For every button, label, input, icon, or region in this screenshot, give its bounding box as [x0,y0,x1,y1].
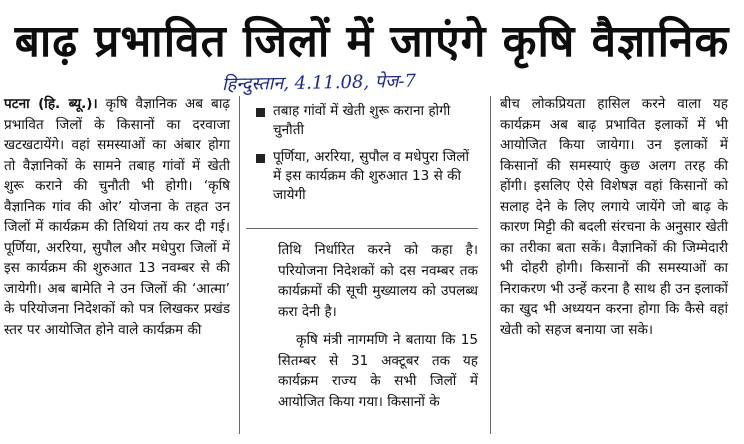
article-column-3 [500,94,728,434]
article-column-2 [278,240,478,430]
headline: बाढ़ प्रभावित जिलों में जाएंगे कृषि वैज्ञानिक [14,16,730,67]
highlight-item [248,148,476,205]
column-1-text: कृषि वैज्ञानिक अब बाढ़ प्रभावित जिलों के किसानों का दरवाजा खटखटायेंगे। वहां समस्याओं का अंबार होगा तो वैज्ञानिकों के सामने तबाह गांवों में खेती शुरू कराने की चुनौती भी होगी। ‘कृषि वैज्ञानिक गांव की ओर’ योजना के तहत उन जिलों में कार्यक्रम की तिथियां तय कर दी गई। पूर्णिया, अररिया, सुपौल और मधेपुरा जिलों में इस कार्यक्रम की शुरुआत 13 नवम्बर से की जायेगी। अब बामेति ने उन जिलों की ‘आत्मा’ के परियोजना निदेशकों को पत्र लिखकर प्रखंड स्तर पर आयोजित होने वाले कार्यक्रम की [4,96,230,338]
highlight-text: तबाह गांवों में खेती शुरू कराना होगी चुनौती [273,103,451,138]
handwritten-date-note: हिन्दुस्तान, 4.11.08, पेज-7 [221,70,417,96]
highlight-item [248,102,476,140]
column-2-paragraph-2: कृषि मंत्री नागमणि ने बताया कि 15 सितम्बर से 31 अक्टूबर तक यह कार्यक्रम राज्य के सभी जिलों में आयोजित किया गया। किसानों के [278,332,478,410]
highlights-bottom-rule [246,228,478,229]
bullet-square-icon [256,154,265,163]
bullet-square-icon [256,108,265,117]
dateline: पटना (हि. ब्यू.)। [4,96,98,112]
column-divider [490,96,491,434]
article-column-1 [4,94,230,434]
highlights-box [248,102,476,224]
column-3-text: बीच लोकप्रियता हासिल करने वाला यह कार्यक्रम अब बाढ़ प्रभावित इलाकों में भी आयोजित किया जायेगा। उन इलाकों में किसानों की समस्याएं कुछ अलग तरह की होंगी। इसलिए ऐसे विशेषज्ञ वहां किसानों को सलाह देने के लिए लगाये जायेंगे जो बाढ़ के कारण मिट्टी की बदली संरचना के अनुसार खेती का तरीका बता सकें। वैज्ञानिकों की जिम्मेदारी भी दोहरी होगी। किसानों की समस्याओं का निराकरण भी उन्हें करना है साथ ही उन इलाकों का खुद भी अध्ययन करना होगा कि कैसे वहां खेती को सहज बनाया जा सके। [500,96,728,338]
column-divider [239,96,240,434]
highlight-text: पूर्णिया, अररिया, सुपौल व मधेपुरा जिलों में इस कार्यक्रम की शुरुआत 13 से की जायेगी [273,149,469,203]
column-2-paragraph-1: तिथि निर्धारित करने को कहा है। परियोजना निदेशकों को दस नवम्बर तक कार्यक्रमों की सूची मुख्यालय को उपलब्ध करा देनी है। [278,242,478,320]
